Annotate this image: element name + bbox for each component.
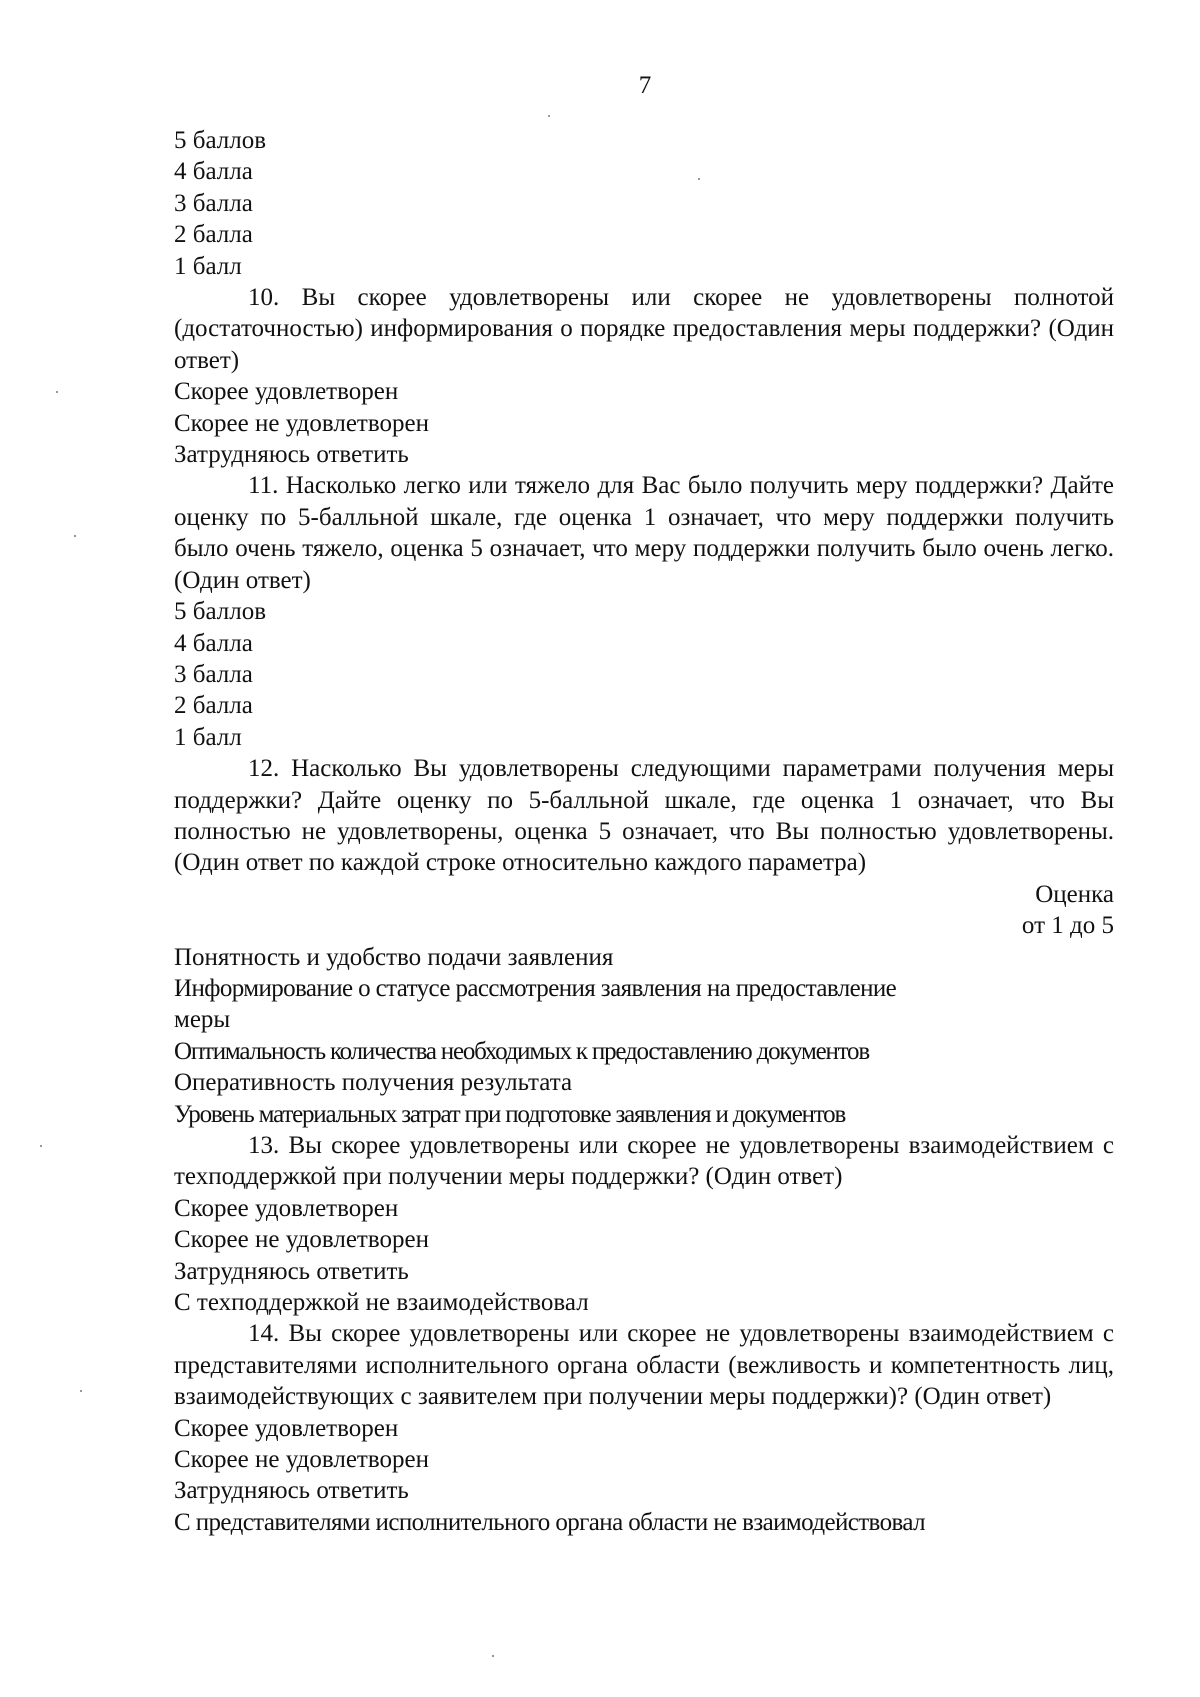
answer-option: Затрудняюсь ответить (174, 1477, 409, 1505)
answer-option: Оптимальность количества необходимых к предоставлению документов (174, 1037, 869, 1065)
answer-option: Понятность и удобство подачи заявления (174, 943, 614, 971)
answer-option: Затрудняюсь ответить (174, 441, 409, 469)
answer-option: 1 балл (174, 723, 242, 751)
answer-option: 4 балла (174, 629, 253, 657)
rating-column-header: от 1 до 5 (1021, 912, 1114, 940)
answer-option: 5 баллов (174, 127, 267, 154)
document-body (174, 125, 1114, 1538)
scan-speck (56, 391, 58, 393)
question-paragraph: 10. Вы скорее удовлетворены или скорее не удовлетворены полнотой (достаточностью) информирования о порядке предоставления меры поддержки? (Один ответ) (174, 284, 1114, 374)
answer-option: 2 балла (174, 221, 253, 249)
answer-option: 1 балл (174, 252, 242, 280)
continuation-line: меры (174, 1006, 231, 1034)
answer-option: Скорее удовлетворен (174, 1414, 399, 1442)
answer-option: Оперативность получения результата (174, 1069, 573, 1097)
scan-speck (698, 178, 700, 180)
answer-option: 4 балла (174, 158, 253, 186)
answer-option: 3 балла (174, 189, 253, 217)
question-paragraph: 14. Вы скорее удовлетворены или скорее не удовлетворены взаимодействием с представителями исполнительного органа области (вежливость и компетентность лиц, взаимодействующих с заявителем при получении меры поддержки)? (Один ответ) (174, 1320, 1114, 1411)
question-paragraph: 13. Вы скорее удовлетворены или скорее не удовлетворены взаимодействием с техподдержкой при получении меры поддержки? (Один ответ) (174, 1132, 1114, 1191)
scan-speck (80, 1390, 82, 1392)
scan-speck (492, 1655, 494, 1657)
answer-option: Информирование о статусе рассмотрения заявления на предоставление (174, 974, 897, 1002)
page-number: 7 (638, 72, 652, 99)
scan-speck (548, 115, 550, 117)
answer-option: Скорее удовлетворен (174, 378, 399, 406)
scan-speck (74, 535, 76, 537)
rating-column-header: Оценка (1035, 880, 1114, 908)
answer-option: 2 балла (174, 692, 253, 720)
question-paragraph: 12. Насколько Вы удовлетворены следующими параметрами получения меры поддержки? Дайте оценку по 5-балльной шкале, где оценка 1 означает, что Вы полностью не удовлетворены, оценка 5 означает, что Вы полностью удовлетворены. (Один ответ по каждой строке относительно каждого параметра) (174, 755, 1114, 877)
answer-option: Скорее не удовлетворен (174, 1446, 429, 1474)
scan-speck (40, 1145, 42, 1147)
answer-option: Скорее не удовлетворен (174, 1226, 429, 1254)
answer-option: 3 балла (174, 660, 253, 688)
answer-option: 5 баллов (174, 598, 267, 626)
question-paragraph: 11. Насколько легко или тяжело для Вас было получить меру поддержки? Дайте оценку по 5-балльной шкале, где оценка 1 означает, что меру поддержки получить было очень тяжело, оценка 5 означает, что меру поддержки получить было очень легко. (Один ответ) (174, 472, 1114, 594)
answer-option: Скорее не удовлетворен (174, 409, 429, 437)
answer-option: Уровень материальных затрат при подготовке заявления и документов (174, 1100, 846, 1128)
answer-option: С представителями исполнительного органа области не взаимодействовал (174, 1508, 925, 1536)
answer-option: С техподдержкой не взаимодействовал (174, 1289, 589, 1317)
answer-option: Затрудняюсь ответить (174, 1257, 409, 1285)
answer-option: Скорее удовлетворен (174, 1194, 399, 1222)
